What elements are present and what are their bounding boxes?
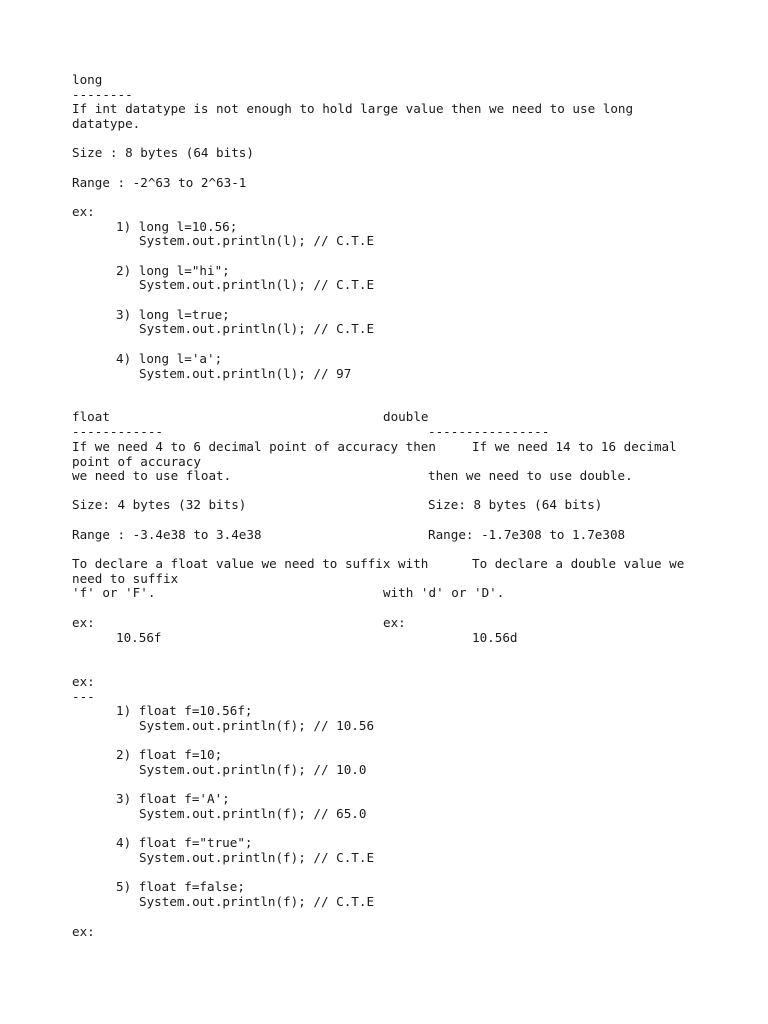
text-line: If we need 14 to 16 decimal [472,439,677,454]
text-line: To declare a float value we need to suffix with [72,556,429,571]
text-line: ------------ [72,424,163,439]
text-line: ex: [72,204,95,219]
text-line: System.out.println(f); // 10.56 [139,718,375,733]
text-line: System.out.println(l); // C.T.E [139,233,375,248]
text-line: 2) long l="hi"; [116,263,230,278]
text-line: System.out.println(f); // C.T.E [139,894,375,909]
text-line: 1) long l=10.56; [116,219,238,234]
text-line: need to suffix [72,571,179,586]
text-line: -------- [72,87,133,102]
text-line: ex: [72,615,95,630]
text-line: 2) float f=10; [116,747,223,762]
text-line: 4) long l='a'; [116,351,223,366]
text-line: long [72,72,103,87]
text-line: System.out.println(f); // 10.0 [139,762,367,777]
text-line: If int datatype is not enough to hold large value then we need to use long [72,101,634,116]
text-line: System.out.println(f); // C.T.E [139,850,375,865]
text-line: System.out.println(l); // C.T.E [139,321,375,336]
text-line: If we need 4 to 6 decimal point of accuracy then [72,439,436,454]
text-line: Range: -1.7e308 to 1.7e308 [428,527,626,542]
text-line: ex: [72,924,95,939]
text-line: To declare a double value we [472,556,685,571]
text-line: double [383,409,429,424]
text-line: float [72,409,110,424]
text-line: System.out.println(f); // 65.0 [139,806,367,821]
text-line: ---------------- [428,424,550,439]
text-line: ex: [72,674,95,689]
text-line: 'f' or 'F'. [72,585,156,600]
text-line: --- [72,689,95,704]
text-line: Size : 8 bytes (64 bits) [72,145,254,160]
text-line: ex: [383,615,406,630]
text-line: Size: 4 bytes (32 bits) [72,497,247,512]
text-line: 10.56f [116,630,162,645]
text-line: Size: 8 bytes (64 bits) [428,497,603,512]
text-line: Range : -2^63 to 2^63-1 [72,175,247,190]
text-line: point of accuracy [72,454,201,469]
text-line: System.out.println(l); // C.T.E [139,277,375,292]
text-line: Range : -3.4e38 to 3.4e38 [72,527,262,542]
text-line: 5) float f=false; [116,879,245,894]
text-line: System.out.println(l); // 97 [139,366,352,381]
text-line: datatype. [72,116,141,131]
text-line: we need to use float. [72,468,232,483]
text-line: with 'd' or 'D'. [383,585,505,600]
text-line: 10.56d [472,630,518,645]
text-line: 1) float f=10.56f; [116,703,253,718]
text-line: 4) float f="true"; [116,835,253,850]
text-line: 3) float f='A'; [116,791,230,806]
text-line: 3) long l=true; [116,307,230,322]
text-line: then we need to use double. [428,468,633,483]
